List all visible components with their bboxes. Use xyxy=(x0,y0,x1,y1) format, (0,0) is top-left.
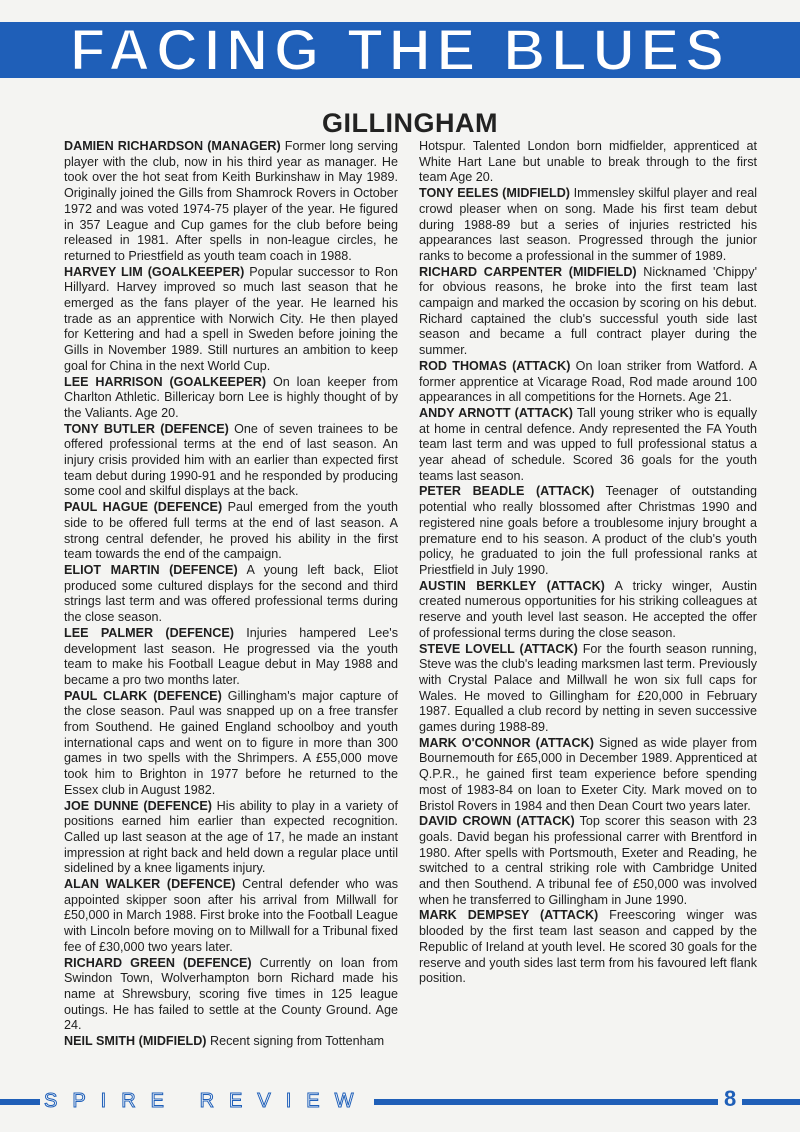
player-entry xyxy=(64,265,398,375)
player-name: PAUL CLARK (DEFENCE) xyxy=(64,688,222,703)
player-bio: One of seven trainees to be offered professional terms at the end of last season. An injury crisis provided him with an earlier than expected first team debut during 1990-91 and he responded by producing some cool and skilful displays at the back. xyxy=(64,421,398,499)
player-bio: A tricky winger, Austin created numerous opportunities for his striking colleagues at reserve and youth level last season. He accepted the offer of professional terms during the close season. xyxy=(419,578,757,640)
player-bio: A young left back, Eliot produced some cultured displays for the second and third strings last term and was offered professional terms during the close season. xyxy=(64,562,398,625)
player-bio: Freescoring winger was blooded by the first team last season and capped by the Republic of Ireland at youth level. He scored 30 goals for the reserve and youth sides last term from his favoured left flank position. xyxy=(419,908,758,986)
player-bio: Top scorer this season with 23 goals. David began his professional carrer with Brentford in 1980. After spells with Portsmouth, Exeter and Reading, he switched to a central striking role with Cambridge United and then Southend. A tribunal fee of £50,000 was involved when he transferred to Gillingham in June 1990. xyxy=(419,814,757,907)
player-name: PAUL HAGUE (DEFENCE) xyxy=(64,500,223,515)
player-name: ALAN WALKER (DEFENCE) xyxy=(64,877,236,892)
player-bio: Former long serving player with the club, now in his third year as manager. He took over the hot seat from Keith Burkinshaw in May 1989. Originally joined the Gills from Shamrock Rovers in October 1972 and was voted 1974-75 player of the year. He figured in 357 League and Cup games for the club before being released in 1981. After spells in non-league circles, he returned to Priestfield as youth team coach in 1988. xyxy=(64,139,399,263)
page-title: FACING THE BLUES xyxy=(70,18,730,83)
player-entry xyxy=(419,484,757,578)
player-name: AUSTIN BERKLEY (ATTACK) xyxy=(419,578,605,593)
right-column xyxy=(419,139,757,987)
player-name: DAMIEN RICHARDSON (MANAGER) xyxy=(64,139,281,153)
player-name: ANDY ARNOTT (ATTACK) xyxy=(419,405,573,420)
player-bio: Gillingham's major capture of the close season. Paul was snapped up on a free transfer from Southend. He gained England schoolboy and youth international caps and went on to figure in more than 300 games in two spells with the Shrimpers. A £55,000 move took him to Brighton in 1977 before he returned to the Essex club in August 1982. xyxy=(64,688,398,797)
player-bio: Hotspur. Talented London born midfielder, apprenticed at White Hart Lane but unable to break through to the first team Age 20. xyxy=(419,139,757,185)
player-bio: Popular successor to Ron Hillyard. Harvey improved so much last season that he emerged as the fans player of the year. He learned his trade as an apprentice with Norwich City. He then played for Kettering and had a spell in Sweden before joining the Gills in November 1989. Still nurtures an ambition to keep goal for China in the next World Cup. xyxy=(64,264,399,373)
player-name: NEIL SMITH (MIDFIELD) xyxy=(64,1034,207,1049)
player-name: ROD THOMAS (ATTACK) xyxy=(419,358,571,373)
player-entry xyxy=(419,406,757,485)
player-name: DAVID CROWN (ATTACK) xyxy=(419,814,575,829)
player-bio: On loan keeper from Charlton Athletic. Billericay born Lee is highly thought of by the Valiants. Age 20. xyxy=(64,374,398,420)
player-bio: Central defender who was appointed skipper soon after his arrival from Millwall for £50,000 in March 1988. First broke into the Football League with Lincoln before moving on to Millwall for a Tribunal fixed fee of £30,000 two years later. xyxy=(64,877,398,954)
player-entry xyxy=(419,265,757,359)
player-entry xyxy=(419,139,757,186)
player-entry xyxy=(419,579,757,642)
player-name: HARVEY LIM (GOALKEEPER) xyxy=(64,264,245,279)
player-bio: Teenager of outstanding potential who really blossomed after Christmas 1990 and registered nine goals before a troublesome injury brought a premature end to his season. A product of the club's youth policy, he graduated to join the full professional ranks at Priestfield in July 1990. xyxy=(419,484,757,577)
player-name: ELIOT MARTIN (DEFENCE) xyxy=(64,562,238,577)
player-entry xyxy=(64,422,398,501)
player-entry xyxy=(419,359,757,406)
player-entry xyxy=(419,814,757,908)
footer-label: SPIRE REVIEW xyxy=(40,1089,374,1113)
player-name: RICHARD GREEN (DEFENCE) xyxy=(64,955,252,970)
page-number: 8 xyxy=(718,1086,742,1112)
player-bio: Signed as wide player from Bournemouth for £65,000 in December 1989. Apprenticed at Q.P.R., he gained first team experience before spending most of 1983-84 on loan to Exeter City. Mark moved on to Bristol Rovers in 1984 and then Dean Court two years later. xyxy=(419,735,757,813)
player-bio: On loan striker from Watford. A former apprentice at Vicarage Road, Rod made around 100 appearances in all competitions for the Hornets. Age 21. xyxy=(419,358,757,405)
player-bio: Injuries hampered Lee's development last season. He progressed via the youth team to make his Football League debut in May 1988 and became a pro two months later. xyxy=(64,625,398,687)
player-entry xyxy=(419,908,757,987)
player-bio: Tall young striker who is equally at home in central defence. Andy represented the FA Youth team last term and was upped to full professional status a year ahead of schedule. Scored 36 goals for the youth teams last season. xyxy=(419,405,757,483)
section-title: GILLINGHAM xyxy=(322,108,498,138)
player-entry xyxy=(64,139,398,265)
player-name: MARK O'CONNOR (ATTACK) xyxy=(419,735,594,750)
player-bio: Paul emerged from the youth side to be offered full terms at the end of last season. A strong central defender, he proved his ability in the first team towards the end of the campaign. xyxy=(64,500,398,562)
player-bio: For the fourth season running, Steve was the club's leading marksmen last term. Previously with Crystal Palace and Millwall he won six full caps for Wales. He moved to Gillingham for £20,000 in February 1987. Equalled a club record by netting in seven successive games during 1988-89. xyxy=(419,641,757,735)
player-name: TONY BUTLER (DEFENCE) xyxy=(64,421,229,436)
player-name: STEVE LOVELL (ATTACK) xyxy=(419,641,578,656)
player-entry xyxy=(64,563,398,626)
player-entry xyxy=(419,736,757,815)
player-entry xyxy=(64,689,398,799)
player-name: RICHARD CARPENTER (MIDFIELD) xyxy=(419,264,637,279)
player-entry xyxy=(419,642,757,736)
player-entry xyxy=(64,500,398,563)
player-bio: His ability to play in a variety of positions earned him earlier than expected recognition. Called up last season at the age of 17, he made an instant impression at right back and held down a regular place until sidelined by a knee ligaments injury. xyxy=(64,798,399,876)
player-entry xyxy=(64,626,398,689)
left-column xyxy=(64,139,398,1050)
player-name: JOE DUNNE (DEFENCE) xyxy=(64,798,212,813)
player-bio: Currently on loan from Swindon Town, Wolverhampton born Richard made his name at Shrewsbury, scoring five times in 125 league outings. He has failed to settle at the County Ground. Age 24. xyxy=(64,955,398,1033)
player-bio: Immensley skilful player and real crowd pleaser when on song. Made his first team debut during 1988-89 but a series of injuries restricted his appearances last season. Progressed through the junior ranks to become a professional in the summer of 1989. xyxy=(419,186,757,263)
player-name: PETER BEADLE (ATTACK) xyxy=(419,484,595,499)
player-bio: Recent signing from Tottenham xyxy=(206,1034,385,1049)
player-entry xyxy=(64,956,398,1035)
player-name: LEE PALMER (DEFENCE) xyxy=(64,625,234,640)
player-entry xyxy=(64,375,398,422)
player-name: LEE HARRISON (GOALKEEPER) xyxy=(64,374,267,389)
player-name: MARK DEMPSEY (ATTACK) xyxy=(419,908,599,923)
player-entry xyxy=(419,186,757,265)
player-name: TONY EELES (MIDFIELD) xyxy=(419,186,570,201)
player-entry xyxy=(64,799,398,878)
player-entry xyxy=(64,1034,398,1050)
player-bio: Nicknamed 'Chippy' for obvious reasons, he broke into the first team last campaign and marked the occasion by scoring on his debut. Richard captained the club's successful youth side last season and became a full contract player during the summer. xyxy=(419,264,757,358)
player-entry xyxy=(64,877,398,956)
